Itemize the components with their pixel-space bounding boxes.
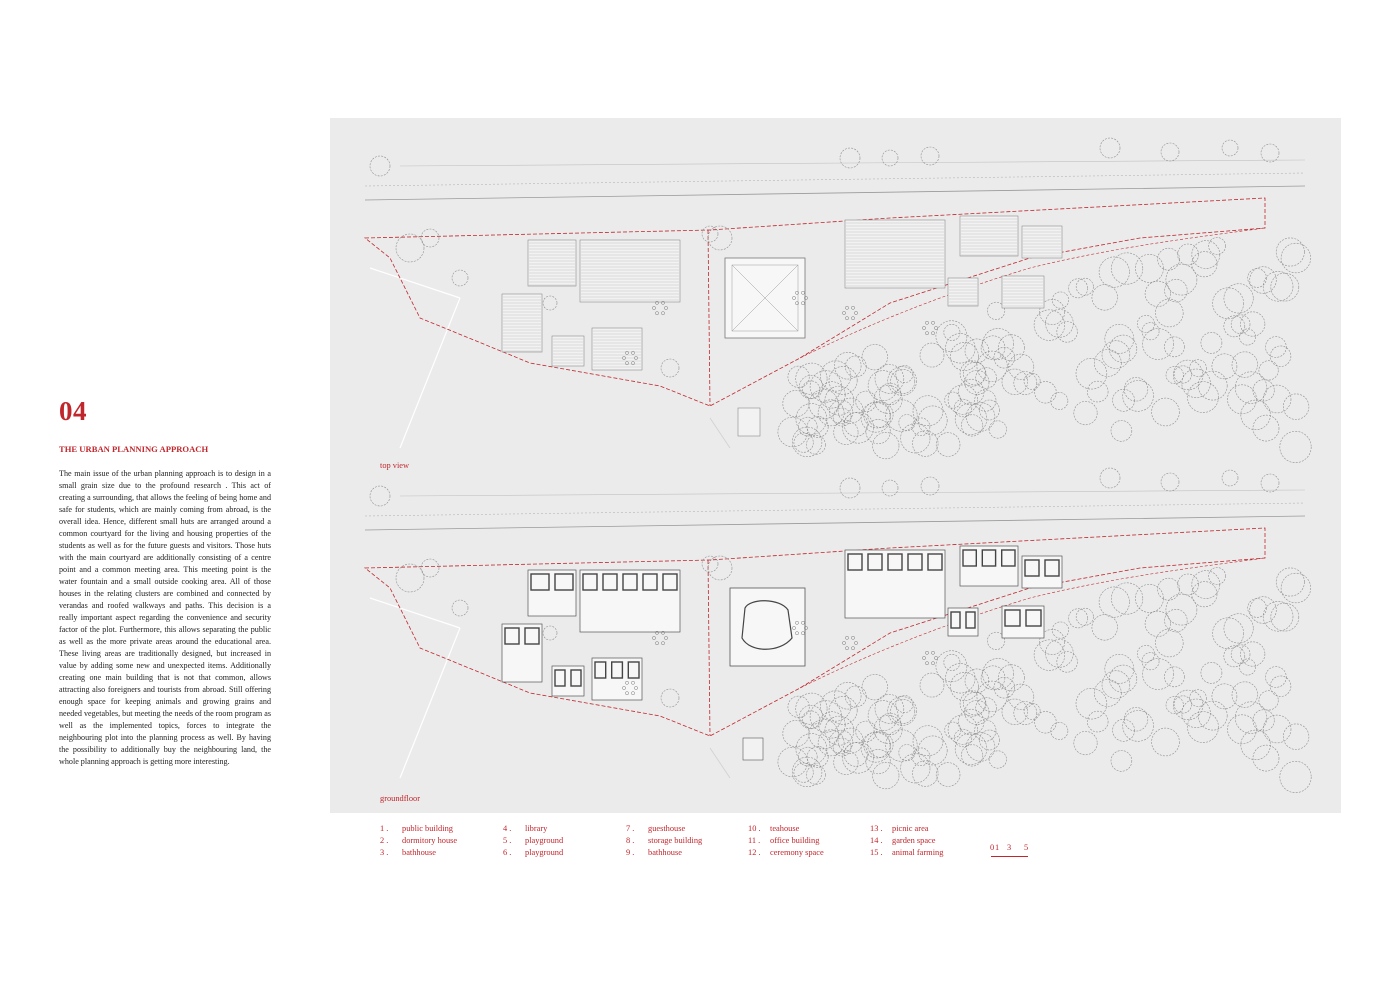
tree-canopy: [1241, 642, 1265, 666]
tree-canopy: [452, 600, 468, 616]
tree-canopy: [1280, 431, 1311, 462]
terrain-line: [710, 418, 730, 448]
tree-canopy: [1281, 573, 1311, 603]
tree-canopy: [809, 720, 838, 749]
tree-canopy: [1261, 474, 1279, 492]
seating-mark: [931, 332, 934, 335]
main-building-footprint: [730, 588, 805, 666]
tree-canopy: [936, 651, 967, 682]
tree-canopy: [1109, 665, 1136, 692]
tree-canopy: [1094, 350, 1121, 377]
scale-tick-label: 0: [990, 843, 995, 852]
site-plan-drawing: [330, 118, 1341, 813]
building-roof: [948, 278, 978, 306]
tree-canopy: [965, 339, 989, 363]
legend-item: 2 . dormitory house: [380, 836, 458, 845]
tree-canopy: [899, 415, 915, 431]
tree-canopy: [1094, 680, 1121, 707]
seating-mark: [661, 312, 664, 315]
tree-canopy: [1152, 728, 1180, 756]
tree-canopy: [1224, 284, 1253, 313]
tree-canopy: [1283, 394, 1309, 420]
seating-mark: [652, 636, 655, 639]
tree-canopy: [1123, 711, 1154, 742]
legend-item: 13 . picnic area: [870, 824, 929, 833]
tree-canopy: [966, 403, 995, 432]
tree-canopy: [840, 478, 860, 498]
tree-canopy: [1213, 288, 1244, 319]
tree-canopy: [661, 359, 679, 377]
tree-canopy: [838, 398, 863, 423]
tree-canopy: [1259, 361, 1278, 380]
tree-canopy: [1158, 248, 1180, 270]
seating-mark: [854, 311, 857, 314]
seating-mark: [664, 636, 667, 639]
seating-mark: [851, 636, 854, 639]
tree-canopy: [901, 754, 930, 783]
tree-canopy: [1135, 254, 1163, 282]
tree-canopy: [702, 556, 718, 572]
tree-canopy: [809, 390, 838, 419]
tree-canopy: [896, 696, 913, 713]
tree-canopy: [958, 379, 984, 405]
tree-canopy: [989, 421, 1006, 438]
tree-canopy: [1014, 702, 1037, 725]
scale-tick-label: 1: [995, 843, 1000, 852]
tree-canopy: [961, 745, 982, 766]
small-pavilion: [743, 738, 763, 760]
tree-canopy: [862, 344, 888, 370]
tree-canopy: [783, 391, 809, 417]
tree-canopy: [1074, 401, 1097, 424]
tree-canopy: [1250, 267, 1277, 294]
tree-canopy: [983, 328, 1014, 359]
seating-mark: [845, 647, 848, 650]
road-edge-far: [400, 490, 1305, 496]
legend-item: 15 . animal farming: [870, 848, 944, 857]
tree-canopy: [1034, 310, 1065, 341]
tree-canopy: [1240, 659, 1256, 675]
tree-canopy: [543, 626, 557, 640]
tree-canopy: [1105, 654, 1134, 683]
scale-bar-line: [991, 854, 1028, 857]
building-roof: [502, 294, 542, 352]
tree-canopy: [1152, 398, 1180, 426]
tree-canopy: [873, 762, 899, 788]
tree-canopy: [1263, 385, 1291, 413]
tree-canopy: [989, 751, 1006, 768]
tree-canopy: [794, 433, 813, 452]
tree-canopy: [945, 392, 961, 408]
tree-canopy: [844, 743, 868, 767]
tree-canopy: [965, 669, 989, 693]
tree-canopy: [806, 435, 825, 454]
tree-canopy: [818, 400, 844, 426]
legend-item: 4 . library: [503, 824, 548, 833]
tree-canopy: [783, 721, 809, 747]
terrain-line: [370, 268, 460, 298]
tree-canopy: [1198, 701, 1227, 730]
top-view-label: top view: [380, 461, 410, 470]
tree-canopy: [1190, 360, 1207, 377]
tree-canopy: [1008, 354, 1033, 379]
section-number: 04: [59, 396, 87, 426]
tree-canopy: [1100, 468, 1120, 488]
tree-canopy: [806, 765, 825, 784]
seating-mark: [851, 306, 854, 309]
tree-canopy: [1232, 352, 1258, 378]
road-edge: [365, 186, 1305, 200]
tree-canopy: [1135, 584, 1163, 612]
tree-canopy: [1111, 253, 1142, 284]
road-edge-far: [400, 160, 1305, 166]
tree-canopy: [1281, 243, 1311, 273]
tree-canopy: [944, 654, 960, 670]
tree-canopy: [1201, 662, 1222, 683]
tree-canopy: [873, 432, 899, 458]
tree-canopy: [980, 730, 1000, 750]
tree-canopy: [946, 664, 976, 694]
tree-canopy: [396, 234, 424, 262]
tree-canopy: [936, 763, 960, 787]
tree-canopy: [946, 334, 976, 364]
tree-canopy: [1074, 731, 1097, 754]
tree-canopy: [966, 733, 995, 762]
groundfloor-plan: [365, 468, 1311, 793]
legend-item: 12 . ceremony space: [748, 848, 824, 857]
tree-canopy: [1280, 761, 1311, 792]
tree-canopy: [1166, 594, 1197, 625]
seating-mark: [931, 662, 934, 665]
tree-canopy: [1253, 415, 1279, 441]
tree-canopy: [1261, 144, 1279, 162]
tree-canopy: [1111, 421, 1132, 442]
seating-mark: [934, 656, 937, 659]
tree-canopy: [829, 366, 857, 394]
tree-canopy: [1124, 378, 1148, 402]
tree-canopy: [1142, 323, 1159, 340]
tree-canopy: [1092, 285, 1118, 311]
legend: [380, 823, 980, 863]
legend-item: 3 . bathhouse: [380, 848, 436, 857]
tree-canopy: [421, 229, 439, 247]
tree-canopy: [948, 715, 977, 744]
tree-canopy: [1164, 667, 1184, 687]
tree-canopy: [702, 226, 718, 242]
tree-canopy: [862, 674, 888, 700]
tree-canopy: [936, 433, 960, 457]
tree-canopy: [879, 383, 901, 405]
building-footprint: [1022, 556, 1062, 588]
building-roof: [1002, 276, 1044, 308]
tree-canopy: [1253, 710, 1274, 731]
tree-canopy: [1190, 690, 1207, 707]
tree-canopy: [543, 296, 557, 310]
tree-canopy: [794, 763, 813, 782]
tree-canopy: [802, 381, 819, 398]
building-footprint: [580, 570, 680, 632]
tree-canopy: [1034, 640, 1065, 671]
tree-canopy: [1241, 312, 1265, 336]
tree-canopy: [1259, 691, 1278, 710]
tree-canopy: [1076, 688, 1107, 719]
terrain-line: [400, 298, 460, 448]
tree-canopy: [1057, 322, 1078, 343]
groundfloor-label: groundfloor: [380, 794, 421, 803]
tree-canopy: [950, 342, 978, 370]
building-roof: [845, 220, 945, 288]
tree-canopy: [899, 745, 915, 761]
tree-canopy: [1124, 708, 1148, 732]
tree-canopy: [888, 367, 917, 396]
legend-item: 14 . garden space: [870, 836, 936, 845]
tree-canopy: [888, 697, 917, 726]
building-roof: [580, 240, 680, 302]
tree-canopy: [1166, 264, 1197, 295]
seating-mark: [842, 311, 845, 314]
legend-item: 5 . playground: [503, 836, 564, 845]
tree-canopy: [1178, 244, 1199, 265]
top-view-plan: [365, 138, 1311, 463]
tree-canopy: [944, 324, 960, 340]
tree-canopy: [948, 385, 977, 414]
tree-canopy: [1174, 366, 1191, 383]
section-title: THE URBAN PLANNING APPROACH: [59, 444, 209, 454]
legend-item: 7 . guesthouse: [626, 824, 686, 833]
tree-canopy: [1201, 332, 1222, 353]
tree-canopy: [1105, 324, 1134, 353]
tree-canopy: [958, 709, 984, 735]
tree-canopy: [1276, 238, 1304, 266]
building-footprint: [845, 550, 945, 618]
tree-canopy: [901, 424, 930, 453]
tree-canopy: [1076, 608, 1093, 625]
road-track: [365, 503, 1305, 516]
tree-canopy: [1099, 587, 1129, 617]
tree-canopy: [879, 713, 901, 735]
tree-canopy: [421, 559, 439, 577]
seating-mark: [851, 647, 854, 650]
tree-canopy: [1165, 609, 1188, 632]
building-footprint: [1002, 606, 1044, 638]
tree-canopy: [661, 689, 679, 707]
plot-divider: [708, 230, 710, 406]
tree-canopy: [370, 486, 390, 506]
tree-canopy: [844, 413, 868, 437]
tree-canopy: [1253, 745, 1279, 771]
tree-canopy: [1143, 329, 1174, 360]
tree-canopy: [1213, 618, 1244, 649]
terrain-line: [710, 748, 730, 778]
building-footprint: [528, 570, 576, 616]
tree-canopy: [838, 728, 863, 753]
tree-canopy: [1164, 337, 1184, 357]
terrain-line: [370, 598, 460, 628]
legend-item: 8 . storage building: [626, 836, 703, 845]
tree-canopy: [866, 749, 890, 773]
tree-canopy: [1212, 354, 1237, 379]
seating-mark: [922, 326, 925, 329]
tree-canopy: [1165, 279, 1188, 302]
tree-canopy: [1087, 381, 1108, 402]
seating-mark: [845, 306, 848, 309]
tree-canopy: [1052, 622, 1068, 638]
tree-canopy: [1250, 597, 1277, 624]
tree-canopy: [1158, 578, 1180, 600]
seating-mark: [925, 662, 928, 665]
tree-canopy: [818, 730, 844, 756]
tree-canopy: [1109, 335, 1136, 362]
tree-canopy: [1212, 684, 1237, 709]
legend-item: 10 . teahouse: [748, 824, 800, 833]
tree-canopy: [1263, 601, 1293, 631]
seating-mark: [854, 641, 857, 644]
tree-canopy: [994, 677, 1015, 698]
tree-canopy: [1076, 358, 1107, 389]
tree-canopy: [1051, 392, 1068, 409]
tree-canopy: [945, 722, 961, 738]
tree-canopy: [1035, 382, 1057, 404]
tree-canopy: [1111, 583, 1142, 614]
tree-canopy: [1161, 473, 1179, 491]
tree-canopy: [1263, 715, 1291, 743]
tree-canopy: [950, 672, 978, 700]
tree-canopy: [1271, 273, 1299, 301]
tree-canopy: [1051, 722, 1068, 739]
tree-canopy: [1253, 380, 1274, 401]
tree-canopy: [840, 148, 860, 168]
legend-item: 9 . bathhouse: [626, 848, 682, 857]
section-body: The main issue of the urban planning approach is to design in a small grain size due to the profound research . This act of creating a surrounding, that allows the feeling of being home and safe for students, which are mainly coming from abroad, is the overall idea. Hence, different small huts are arranged around a common courtyard for the living and housing properties of the students as well as for the future guests and visitors. Those huts with the main courtyard are additionally consisting of a centre point and a common meeting area. This meeting point is the water fountain and a small outside cooking area. All of those houses in the relating clusters are combined and connected by verandas and roofed walkways and paths. This decision is a really important aspect regarding the convenience and security factor of the plot. Furthermore, this allows separating the public as well as the more private areas around the educational area. These living areas are traditionally designed, but increased in value by adding some new and unexpected items. Additionally creating one main building that is not that common, allows attracting also foreigners and tourists from abroad. Still offering enough space for keeping animals and growing grains and needed vegetables, but meeting the needs of the room program as well as the implemented topics, forces to integrate the neighbouring plot into the planning process as well. By having the possibility to additionally buy the neighbouring land, the whole planning approach is getting more interesting.: [59, 469, 271, 766]
seating-mark: [652, 306, 655, 309]
seating-mark: [655, 312, 658, 315]
tree-canopy: [1276, 568, 1304, 596]
seating-mark: [925, 321, 928, 324]
tree-canopy: [829, 400, 852, 423]
seating-mark: [664, 306, 667, 309]
tree-canopy: [1123, 381, 1154, 412]
tree-canopy: [1035, 712, 1057, 734]
tree-canopy: [1099, 257, 1129, 287]
site-plan-panel: [330, 118, 1341, 813]
tree-canopy: [1014, 372, 1037, 395]
tree-canopy: [1174, 696, 1191, 713]
tree-canopy: [1046, 640, 1074, 668]
tree-canopy: [1271, 603, 1299, 631]
tree-canopy: [882, 150, 898, 166]
tree-canopy: [1024, 373, 1040, 389]
seating-mark: [845, 317, 848, 320]
scale-tick-label: 5: [1024, 843, 1029, 852]
tree-canopy: [802, 711, 819, 728]
tree-canopy: [834, 352, 861, 379]
tree-canopy: [866, 419, 890, 443]
text-column: [59, 396, 271, 768]
seating-mark: [845, 636, 848, 639]
tree-canopy: [1240, 329, 1256, 345]
tree-canopy: [370, 156, 390, 176]
tree-canopy: [1232, 682, 1258, 708]
tree-canopy: [1087, 711, 1108, 732]
tree-canopy: [829, 730, 852, 753]
tree-canopy: [1283, 724, 1309, 750]
tree-canopy: [1111, 751, 1132, 772]
tree-canopy: [896, 366, 913, 383]
seating-mark: [655, 642, 658, 645]
tree-canopy: [396, 564, 424, 592]
tree-canopy: [1161, 143, 1179, 161]
tree-canopy: [1155, 629, 1183, 657]
small-pavilion: [738, 408, 760, 436]
seating-mark: [934, 326, 937, 329]
tree-canopy: [983, 658, 1014, 689]
tree-canopy: [980, 400, 1000, 420]
tree-canopy: [1057, 652, 1078, 673]
seating-mark: [931, 321, 934, 324]
tree-canopy: [829, 696, 857, 724]
tree-canopy: [1263, 271, 1293, 301]
seating-mark: [931, 651, 934, 654]
tree-canopy: [834, 682, 861, 709]
tree-canopy: [1224, 614, 1253, 643]
tree-canopy: [1143, 659, 1174, 690]
legend-item: 1 . public building: [380, 824, 453, 833]
road-track: [365, 173, 1305, 186]
scale-tick-label: 3: [1007, 843, 1012, 852]
tree-canopy: [1222, 140, 1238, 156]
tree-canopy: [1222, 470, 1238, 486]
tree-canopy: [1092, 615, 1118, 641]
seating-mark: [842, 641, 845, 644]
tree-canopy: [1024, 703, 1040, 719]
scale-bar: [990, 843, 1034, 859]
seating-mark: [925, 651, 928, 654]
seating-mark: [851, 317, 854, 320]
terrain-line: [400, 628, 460, 778]
legend-item: 11 . office building: [748, 836, 820, 845]
tree-canopy: [1198, 371, 1227, 400]
tree-canopy: [936, 321, 967, 352]
tree-canopy: [1142, 653, 1159, 670]
tree-canopy: [1155, 299, 1183, 327]
tree-canopy: [1178, 574, 1199, 595]
tree-canopy: [452, 270, 468, 286]
tree-canopy: [1046, 310, 1074, 338]
tree-canopy: [1100, 138, 1120, 158]
road-edge: [365, 516, 1305, 530]
seating-mark: [925, 332, 928, 335]
tree-canopy: [882, 480, 898, 496]
tree-canopy: [994, 347, 1015, 368]
tree-canopy: [961, 415, 982, 436]
tree-canopy: [1008, 684, 1033, 709]
seating-mark: [661, 642, 664, 645]
legend-item: 6 . playground: [503, 848, 564, 857]
building-footprint: [502, 624, 542, 682]
plot-divider: [708, 560, 710, 736]
tree-canopy: [1076, 278, 1093, 295]
tree-canopy: [1052, 292, 1068, 308]
seating-mark: [922, 656, 925, 659]
